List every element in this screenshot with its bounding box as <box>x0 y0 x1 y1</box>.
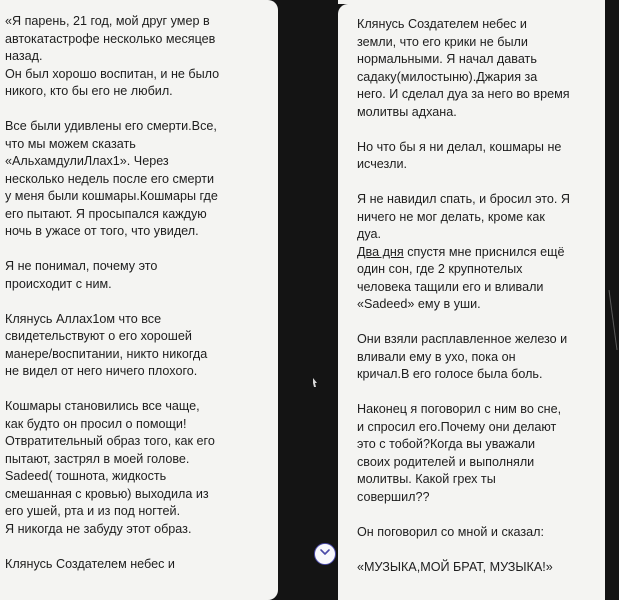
chevron-down-icon <box>319 545 331 563</box>
message-paragraph: «Я парень, 21 год, мой друг умер в автокатастрофе несколько месяцев назад. Он был хорошо воспитан, и не было никого, кто бы его не любил. <box>5 14 220 98</box>
message-paragraph: Все были удивлены его смерти.Все, что мы можем сказать «АльхамдулиЛлах1». Через несколько недель после его смерти у меня были кошмары.Кошмары где его пытают. Я просыпался каждую ночь в ужасе от того, что увидел. <box>5 119 218 238</box>
message-paragraph: Они взяли расплавленное железо и вливали ему в ухо, пока он кричал.В его голосе была боль. <box>357 332 568 381</box>
top-edge-corner <box>605 0 619 12</box>
underlined-text: Два дня <box>357 244 404 259</box>
message-paragraph-cut: Клянусь Создателем небес и <box>5 556 175 571</box>
message-paragraph: Кошмары становились все чаще, как будто он просил о помощи! Отвратительный образ того, как его пытают, застрял в моей голове. Sadeed( тошнота, жидкость смешанная с кровью) выходила из его ушей, рта и из под ногтей. Я никогда не забуду этот образ. <box>5 399 215 536</box>
scroll-down-button[interactable] <box>314 543 336 565</box>
message-paragraph <box>357 191 599 314</box>
cursor-icon <box>312 374 318 383</box>
message-text: спустя мне приснился ещё один сон, где 2 крупнотелых человека тащили его и вливали «Sadeed» ему в уши. <box>357 244 565 311</box>
message-paragraph: Я не понимал, почему это происходит с ним. <box>5 259 158 291</box>
message-paragraph: Но что бы я ни делал, кошмары не исчезли. <box>357 139 562 171</box>
message-paragraph: Наконец я поговорил с ним во сне, и спросил его.Почему они делают это с тобой?Когда вы уважали своих родителей и выполняли молитвы. Какой грех ты совершил?? <box>357 402 562 504</box>
left-message-bubble <box>0 0 278 600</box>
message-paragraph: Он поговорил со мной и сказал: <box>357 524 545 539</box>
message-text: Я не навидил спать, и бросил это. Я ничего не мог делать, кроме как дуа. <box>357 192 570 241</box>
message-paragraph: Клянусь Создателем небес и земли, что его крики не были нормальными. Я начал давать садаку(милостыню).Джария за него. И сделал дуа за него во время молитвы адхана. <box>357 17 570 119</box>
message-paragraph: «МУЗЫКА,МОЙ БРАТ, МУЗЫКА!» <box>357 559 553 574</box>
right-message-bubble <box>338 4 605 600</box>
message-paragraph: Клянусь Аллах1ом что все свидетельствуют о его хорошей манере/воспитании, никто никогда не видел от него ничего плохого. <box>5 311 208 378</box>
swipe-edge-icon <box>607 290 619 350</box>
